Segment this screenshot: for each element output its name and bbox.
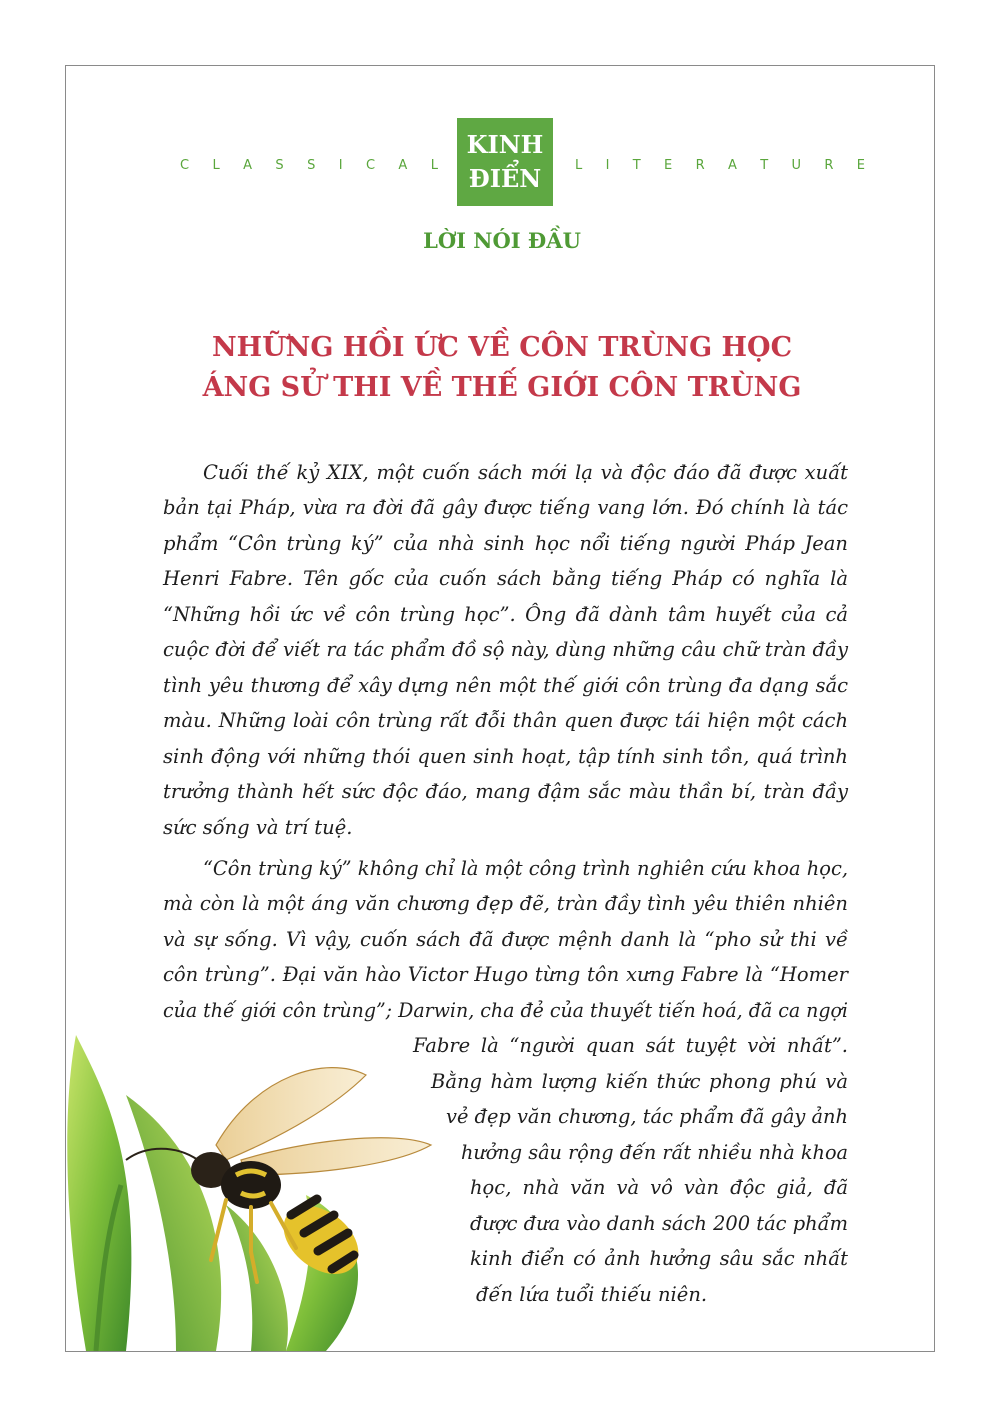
body-line: phẩm “Côn trùng ký” của nhà sinh học nổi tiếng người Pháp Jean [163, 532, 848, 555]
series-label-classical [180, 158, 438, 173]
logo-line-1: KINH [466, 130, 544, 160]
series-letter: C [365, 158, 376, 173]
body-line: màu. Những loài côn trùng rất đỗi thân quen được tái hiện một cách [163, 709, 848, 732]
body-line: đến lứa tuổi thiếu niên. [476, 1283, 708, 1306]
series-letter: L [430, 158, 438, 173]
body-line: của thế giới côn trùng”; Darwin, cha đẻ của thuyết tiến hoá, đã ca ngợi [163, 999, 848, 1022]
body-line: sức sống và trí tuệ. [163, 816, 353, 839]
series-letter: C [180, 158, 190, 173]
body-line: mà còn là một áng văn chương đẹp đẽ, tràn đầy tình yêu thiên nhiên [163, 892, 848, 915]
preface-heading: LỜI NÓI ĐẦU [423, 228, 581, 253]
body-line: học, nhà văn và vô vàn độc giả, đã [470, 1176, 848, 1199]
body-line: “Những hồi ức về côn trùng học”. Ông đã dành tâm huyết của cả [163, 603, 848, 626]
body-line: Fabre là “người quan sát tuyệt vời nhất”. [413, 1034, 848, 1057]
page-title [0, 328, 1004, 408]
series-letter: E [856, 158, 865, 173]
body-line: vẻ đẹp văn chương, tác phẩm đã gây ảnh [446, 1105, 848, 1128]
body-line: Henri Fabre. Tên gốc của cuốn sách bằng tiếng Pháp có nghĩa là [163, 567, 848, 590]
series-letter: A [398, 158, 408, 173]
body-line: tình yêu thương để xây dựng nên một thế giới côn trùng đa dạng sắc [163, 674, 848, 697]
wasp-on-leaves-illustration [66, 1035, 486, 1351]
series-letter: R [695, 158, 705, 173]
series-label-literature [575, 158, 865, 173]
series-letter: I [605, 158, 610, 173]
series-letter: U [791, 158, 801, 173]
body-line: côn trùng”. Đại văn hào Victor Hugo từng tôn xưng Fabre là “Homer [163, 963, 848, 986]
leaf-2 [126, 1095, 221, 1351]
series-letter: E [664, 158, 673, 173]
title-line-1: NHỮNG HỒI ỨC VỀ CÔN TRÙNG HỌC [211, 332, 793, 363]
logo-line-2: ĐIỂN [468, 164, 542, 193]
series-letter: R [824, 158, 834, 173]
body-line: cuộc đời để viết ra tác phẩm đồ sộ này, dùng những câu chữ tràn đầy [163, 638, 848, 661]
body-line: Cuối thế kỷ XIX, một cuốn sách mới lạ và độc đáo đã được xuất [203, 461, 848, 484]
series-letter: S [275, 158, 284, 173]
body-line: sinh động với những thói quen sinh hoạt, tập tính sinh tồn, quá trình [163, 745, 848, 768]
series-letter: T [760, 158, 769, 173]
series-letter: A [727, 158, 737, 173]
series-letter: L [575, 158, 583, 173]
body-line: kinh điển có ảnh hưởng sâu sắc nhất [470, 1247, 848, 1270]
series-letter: S [307, 158, 316, 173]
body-line: “Côn trùng ký” không chỉ là một công trình nghiên cứu khoa học, [203, 857, 848, 880]
series-letter: A [243, 158, 253, 173]
kinh-dien-logo [457, 118, 553, 206]
series-letter: L [212, 158, 220, 173]
body-line: và sự sống. Vì vậy, cuốn sách đã được mệnh danh là “pho sử thi về [163, 928, 848, 951]
body-line: hưởng sâu rộng đến rất nhiều nhà khoa [461, 1141, 848, 1164]
series-letter: I [338, 158, 343, 173]
title-line-2: ÁNG SỬ THI VỀ THẾ GIỚI CÔN TRÙNG [202, 372, 802, 403]
body-line: trưởng thành hết sức độc đáo, mang đậm sắc màu thần bí, tràn đầy [163, 780, 848, 803]
body-line: Bằng hàm lượng kiến thức phong phú và [431, 1070, 848, 1093]
body-line: bản tại Pháp, vừa ra đời đã gây được tiếng vang lớn. Đó chính là tác [163, 496, 848, 519]
body-line: được đưa vào danh sách 200 tác phẩm [470, 1212, 848, 1235]
series-letter: T [632, 158, 641, 173]
